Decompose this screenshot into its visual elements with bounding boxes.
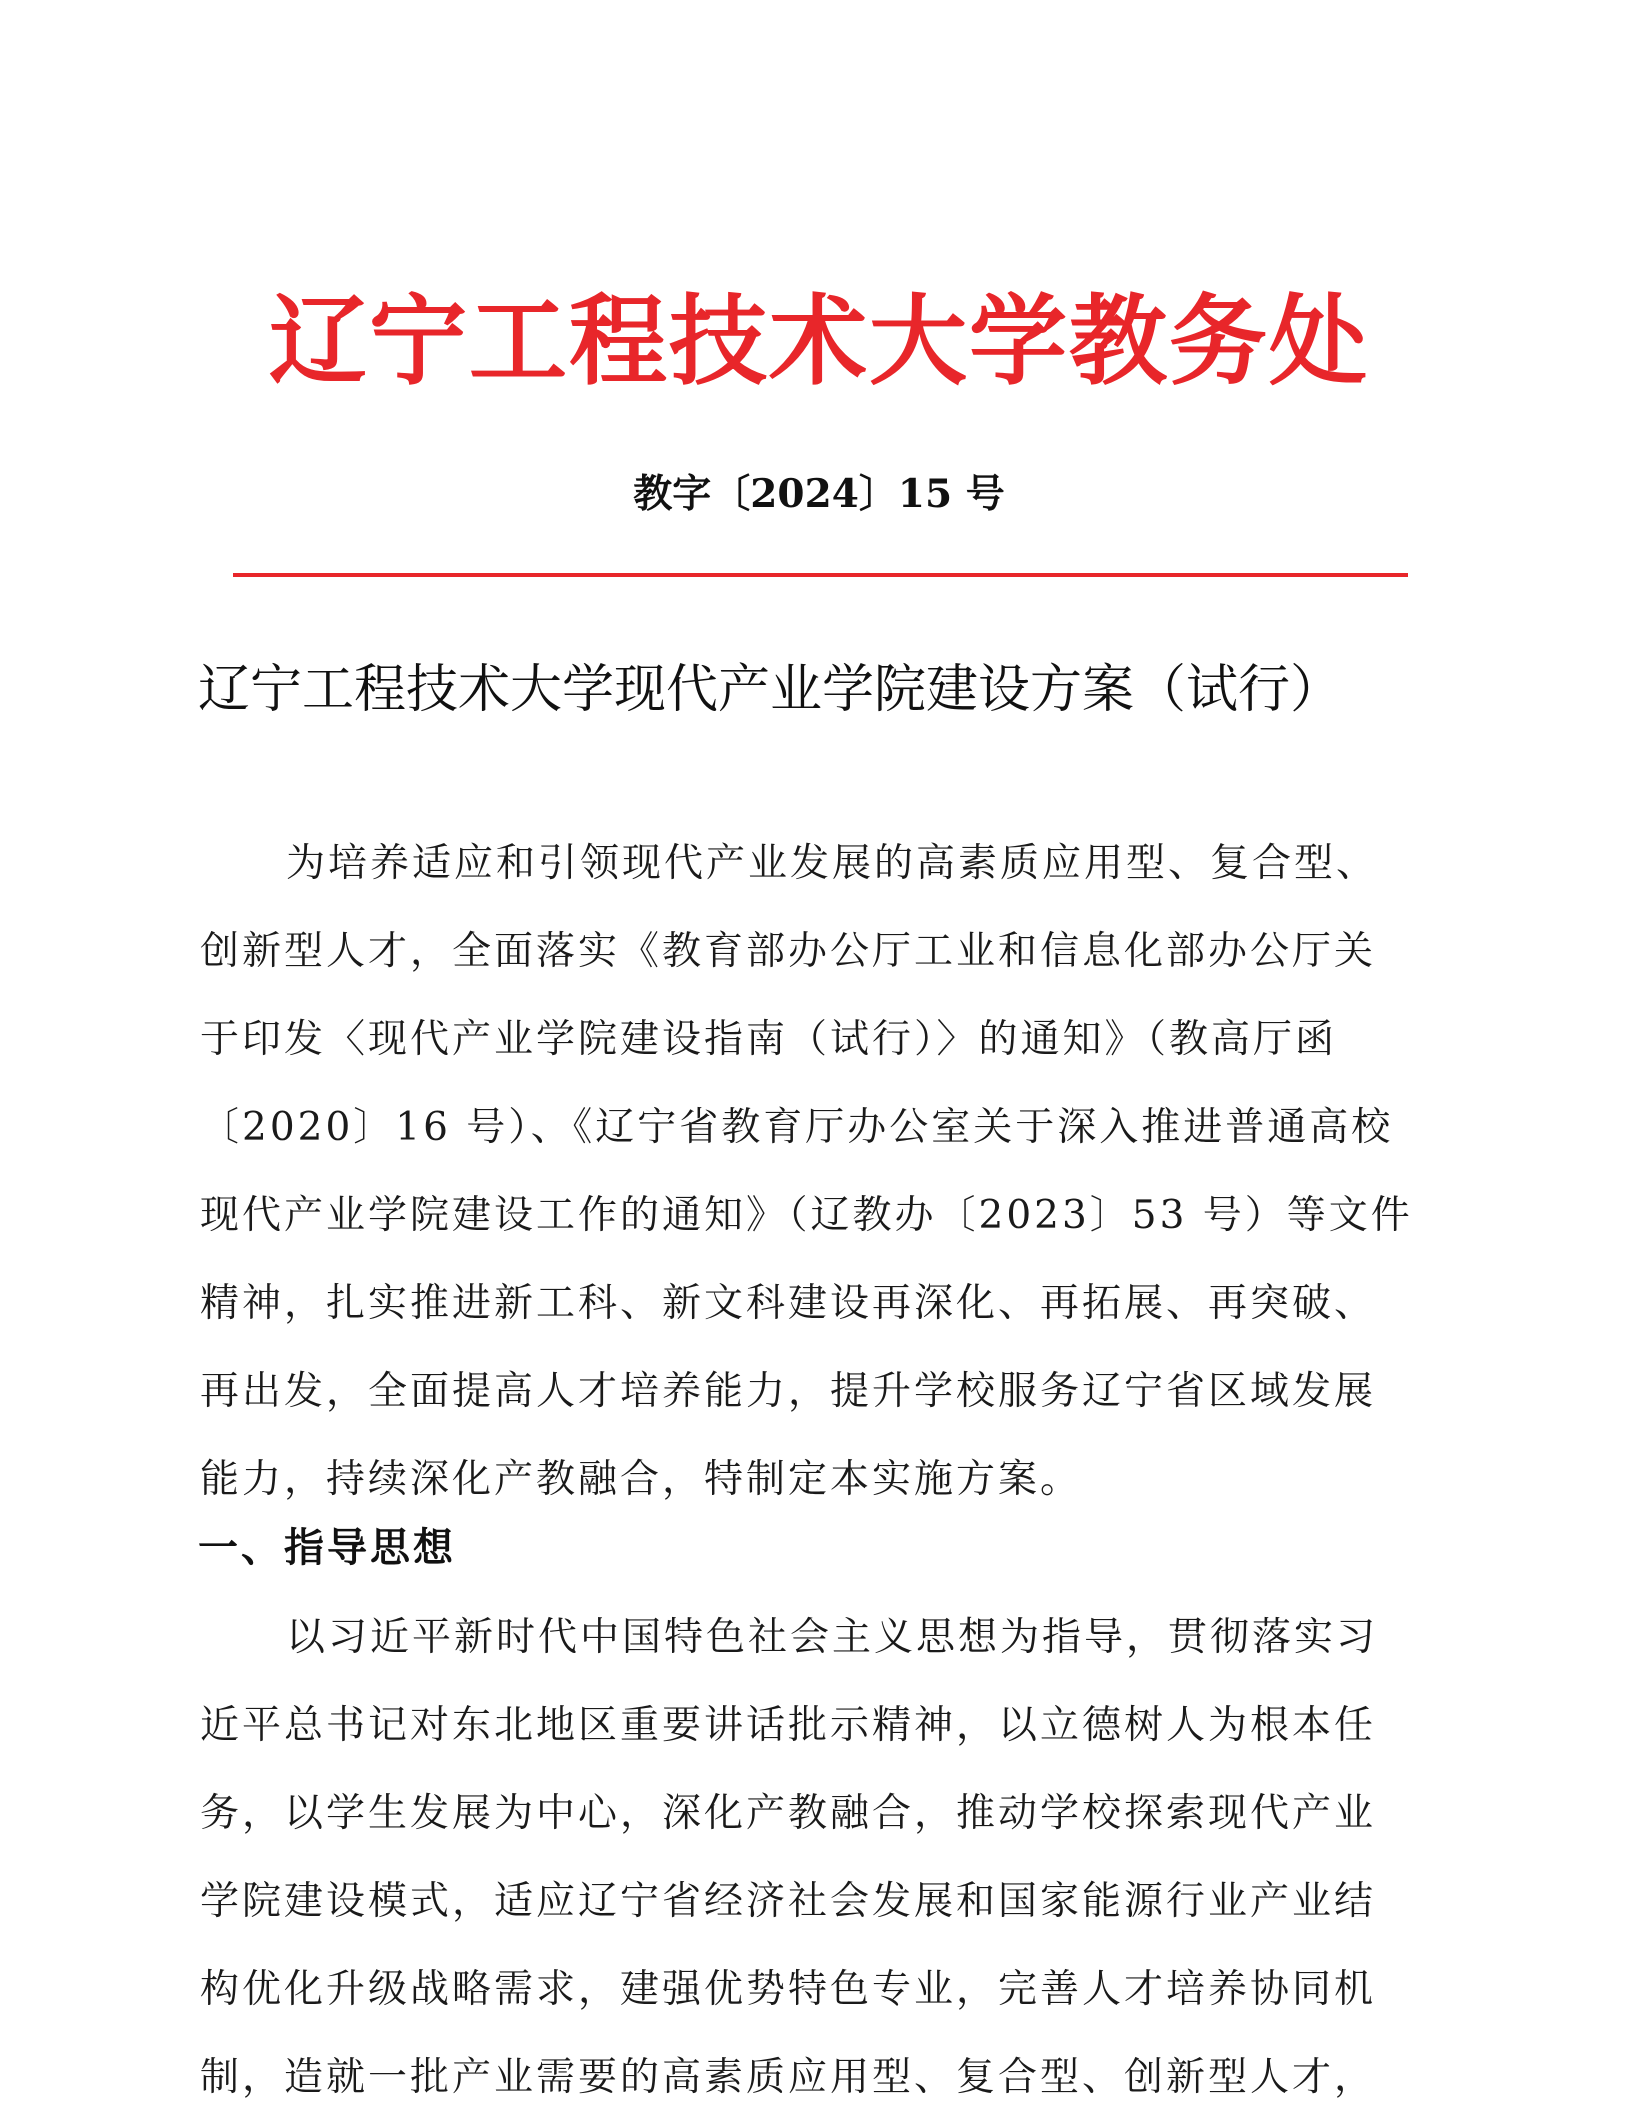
section-heading-guiding-ideology: 一、指导思想	[198, 1525, 456, 1571]
paragraph-line: 近平总书记对东北地区重要讲话批示精神，以立德树人为根本任	[200, 1703, 1377, 1748]
paragraph-line: 创新型人才，全面落实《教育部办公厅工业和信息化部办公厅关	[200, 929, 1377, 974]
paragraph-line: 为培养适应和引领现代产业发展的高素质应用型、复合型、	[286, 841, 1379, 886]
paragraph-line: 于印发〈现代产业学院建设指南（试行）〉的通知》（教高厅函	[200, 1017, 1338, 1062]
paragraph-line: 构优化升级战略需求，建强优势特色专业，完善人才培养协同机	[200, 1967, 1377, 2012]
paragraph-line: 精神，扎实推进新工科、新文科建设再深化、再拓展、再突破、	[200, 1281, 1377, 1326]
paragraph-line: 再出发，全面提高人才培养能力，提升学校服务辽宁省区域发展	[200, 1369, 1377, 1414]
paragraph-line: 务，以学生发展为中心，深化产教融合，推动学校探索现代产业	[200, 1791, 1377, 1836]
document-number: 教字〔2024〕15 号	[633, 471, 1005, 517]
issuing-office-header: 辽宁工程技术大学教务处	[268, 285, 1369, 399]
red-divider-line	[233, 573, 1408, 577]
paragraph-line: 学院建设模式，适应辽宁省经济社会发展和国家能源行业产业结	[200, 1879, 1377, 1924]
paragraph-line: 〔2020〕16 号）、《辽宁省教育厅办公室关于深入推进普通高校	[200, 1105, 1394, 1150]
paragraph-line: 能力，持续深化产教融合，特制定本实施方案。	[200, 1457, 1083, 1502]
paragraph-line: 以习近平新时代中国特色社会主义思想为指导，贯彻落实习	[286, 1615, 1379, 1660]
document-title: 辽宁工程技术大学现代产业学院建设方案（试行）	[198, 660, 1343, 720]
paragraph-line: 制，造就一批产业需要的高素质应用型、复合型、创新型人才，	[200, 2055, 1377, 2100]
intro-paragraph	[200, 820, 1445, 1524]
paragraph-line: 现代产业学院建设工作的通知》（辽教办〔2023〕53 号）等文件	[200, 1193, 1413, 1238]
guiding-ideology-paragraph	[200, 1594, 1445, 2122]
